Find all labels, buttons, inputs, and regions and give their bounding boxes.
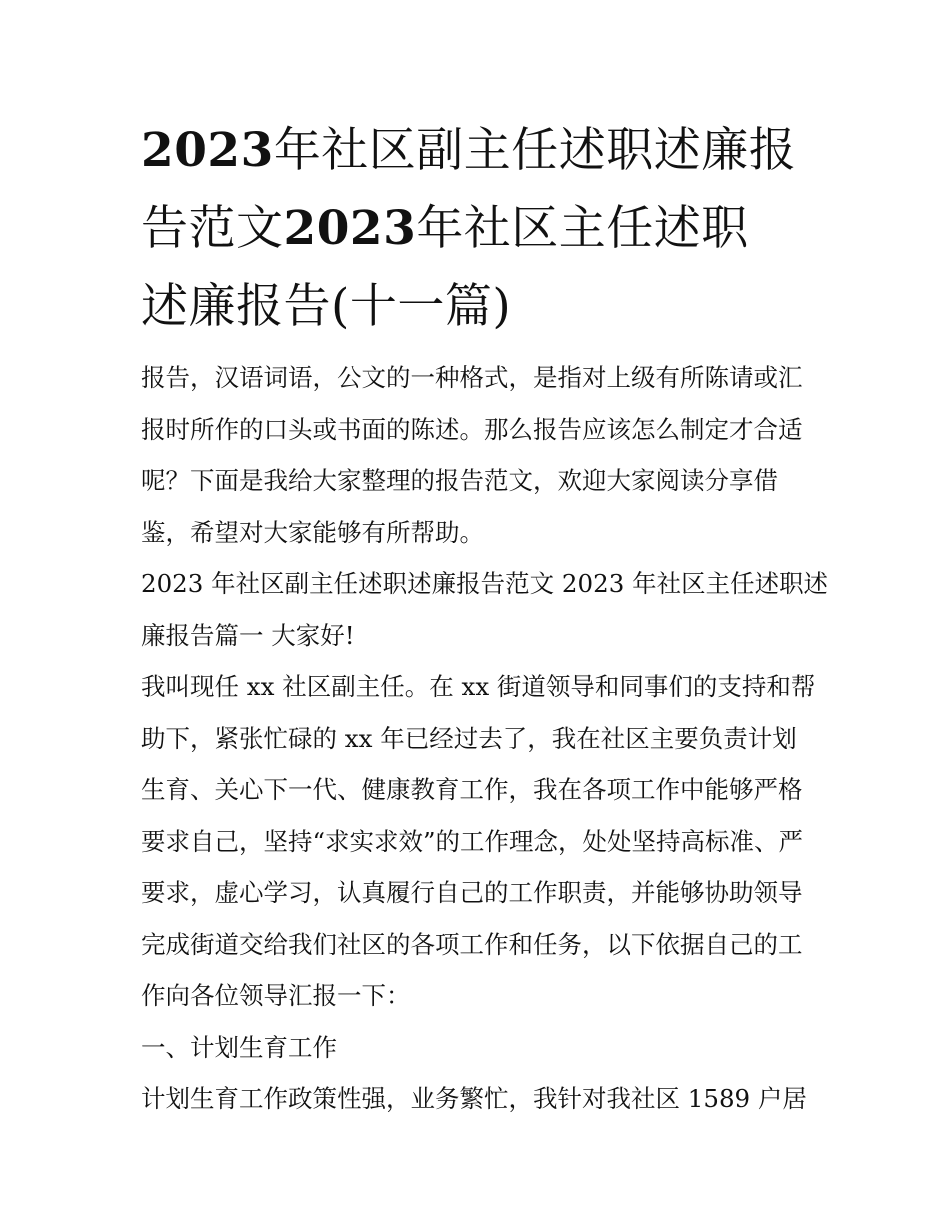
text-line: 呢？下面是我给大家整理的报告范文，欢迎大家阅读分享借: [141, 466, 778, 495]
title-line-3: [141, 268, 813, 346]
document-page: [141, 112, 829, 1125]
title-line-2: [141, 190, 813, 268]
title-year: 2023: [141, 123, 274, 178]
document-body: [141, 352, 829, 1125]
title-text: 述廉报告(十一篇): [141, 279, 512, 334]
text-line: 完成街道交给我们社区的各项工作和任务，以下依据自己的工: [141, 929, 803, 959]
text-line: 我叫现任 xx 社区副主任。在 xx 街道领导和同事们的支持和帮: [141, 672, 816, 701]
text-line: 报时所作的口头或书面的陈述。那么报告应该怎么制定才合适: [141, 414, 803, 444]
text-line: 一、计划生育工作: [141, 1032, 337, 1062]
text-line: 要求自己，坚持“求实求效”的工作理念，处处坚持高标准、严: [141, 826, 804, 856]
text-line: 廉报告篇一 大家好!: [141, 620, 355, 650]
title-text: 告范文: [141, 201, 284, 256]
paragraph-heading: [141, 1022, 813, 1074]
text-line: 助下，紧张忙碌的 xx 年已经过去了，我在社区主要负责计划: [141, 723, 797, 753]
paragraph-body: [141, 661, 816, 1022]
title-text: 年社区副主任述职述廉报: [273, 123, 797, 178]
paragraph-intro: [141, 352, 813, 558]
title-year: 2023: [283, 201, 417, 256]
title-text: 年社区主任述职: [416, 201, 749, 256]
paragraph-section-title: [141, 558, 829, 661]
paragraph-body: [141, 1073, 813, 1125]
text-line: 要求，虚心学习，认真履行自己的工作职责，并能够协助领导: [141, 878, 803, 907]
text-line: 生育、关心下一代、健康教育工作，我在各项工作中能够严格: [141, 775, 803, 804]
text-line: 鉴，希望对大家能够有所帮助。: [141, 517, 484, 547]
text-line: 计划生育工作政策性强，业务繁忙，我针对我社区 1589 户居: [141, 1084, 807, 1113]
title-line-1: [141, 112, 813, 190]
text-line: 作向各位领导汇报一下：: [141, 981, 411, 1010]
document-title: [141, 112, 813, 346]
text-line: 报告，汉语词语，公文的一种格式，是指对上级有所陈请或汇: [141, 363, 803, 392]
text-line: 2023 年社区副主任述职述廉报告范文 2023 年社区主任述职述: [141, 569, 829, 598]
